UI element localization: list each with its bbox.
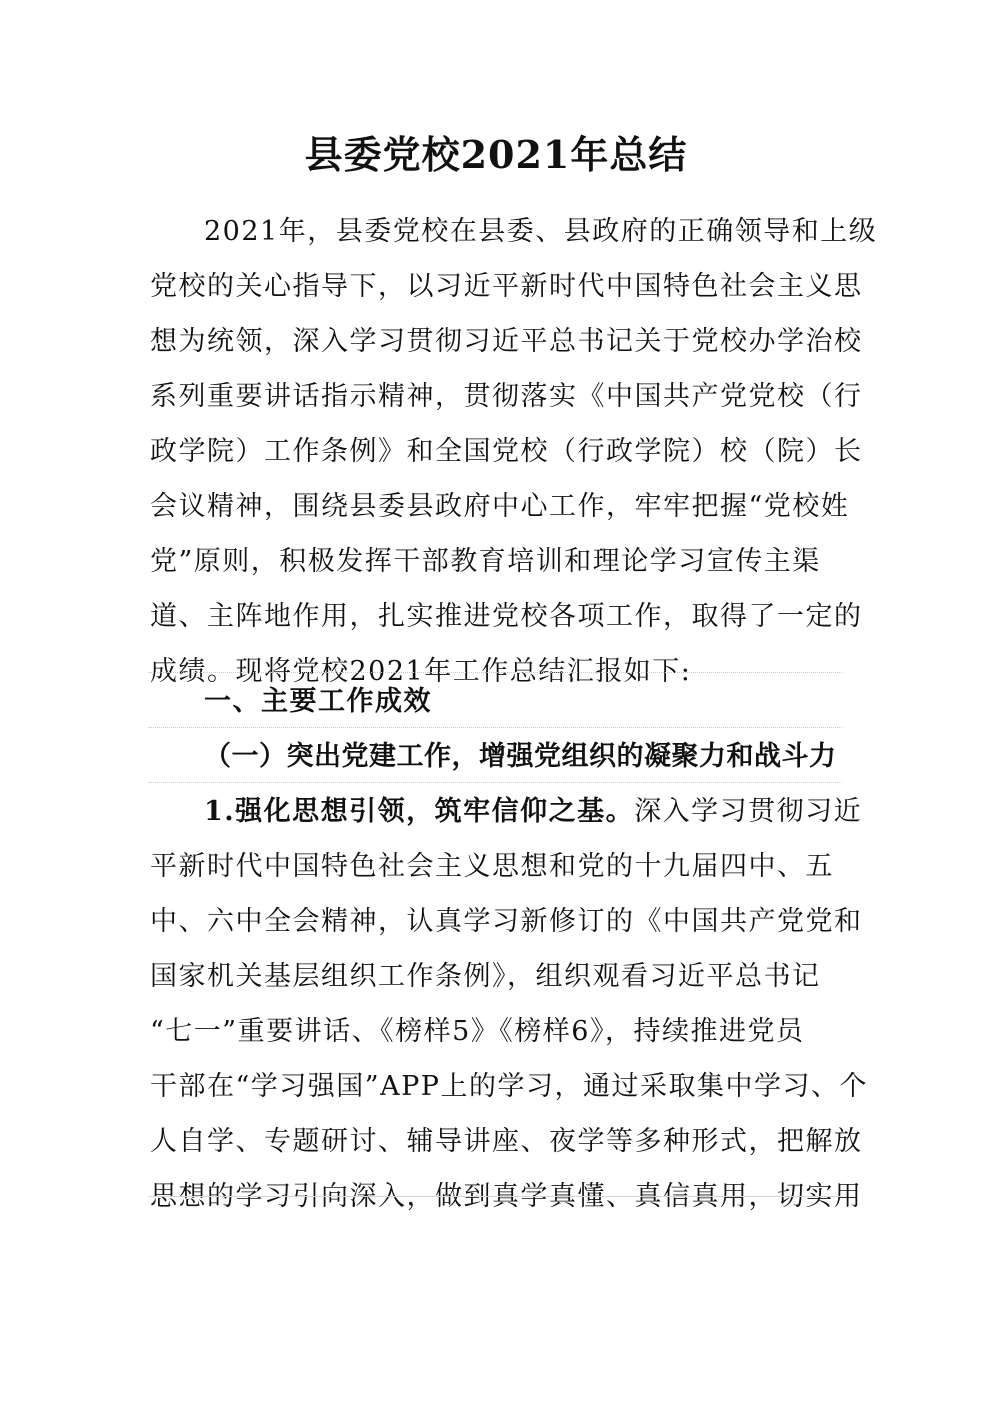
intro-line-5: 政学院）工作条例》和全国党校（行政学院）校（院）长 <box>150 436 863 467</box>
line-rule <box>148 782 842 783</box>
subsection-heading: （一）突出党建工作，增强党组织的凝聚力和战斗力 <box>204 741 837 772</box>
item1-line-4: 国家机关基层组织工作条例》，组织观看习近平总书记 <box>150 961 821 992</box>
line-rule <box>148 672 842 673</box>
item1-line-1-text: 深入学习贯彻习近 <box>634 796 863 827</box>
item1-line-8: 思想的学习引向深入，做到真学真懂、真信真用，切实用 <box>150 1181 863 1212</box>
intro-line-4: 系列重要讲话指示精神，贯彻落实《中国共产党党校（行 <box>150 381 863 412</box>
intro-line-2: 党校的关心指导下，以习近平新时代中国特色社会主义思 <box>150 271 863 302</box>
intro-line-7: 党”原则，积极发挥干部教育培训和理论学习宣传主渠 <box>150 546 821 577</box>
section-heading: 一、主要工作成效 <box>204 686 432 717</box>
item1-bold-heading: 1.强化思想引领，筑牢信仰之基。 <box>204 796 635 827</box>
line-rule <box>148 1196 842 1197</box>
document-title: 县委党校2021年总结 <box>304 132 688 177</box>
intro-line-9: 成绩。现将党校2021年工作总结汇报如下: <box>150 656 692 687</box>
item1-line-2: 平新时代中国特色社会主义思想和党的十九届四中、五 <box>150 851 834 882</box>
item1-line-3: 中、六中全会精神，认真学习新修订的《中国共产党党和 <box>150 906 863 937</box>
item1-line-5: “七一”重要讲话、《榜样5》《榜样6》，持续推进党员 <box>150 1016 805 1047</box>
intro-line-3: 想为统领，深入学习贯彻习近平总书记关于党校办学治校 <box>150 326 863 357</box>
intro-line-1: 2021年，县委党校在县委、县政府的正确领导和上级 <box>204 216 878 247</box>
intro-line-8: 道、主阵地作用，扎实推进党校各项工作，取得了一定的 <box>150 601 863 632</box>
item1-line-7: 人自学、专题研讨、辅导讲座、夜学等多种形式，把解放 <box>150 1126 863 1157</box>
intro-line-6: 会议精神，围绕县委县政府中心工作，牢牢把握“党校姓 <box>150 491 850 522</box>
item1-line-1 <box>204 792 863 832</box>
line-rule <box>148 727 842 728</box>
item1-line-6: 干部在“学习强国”APP上的学习，通过采取集中学习、个 <box>150 1071 868 1102</box>
